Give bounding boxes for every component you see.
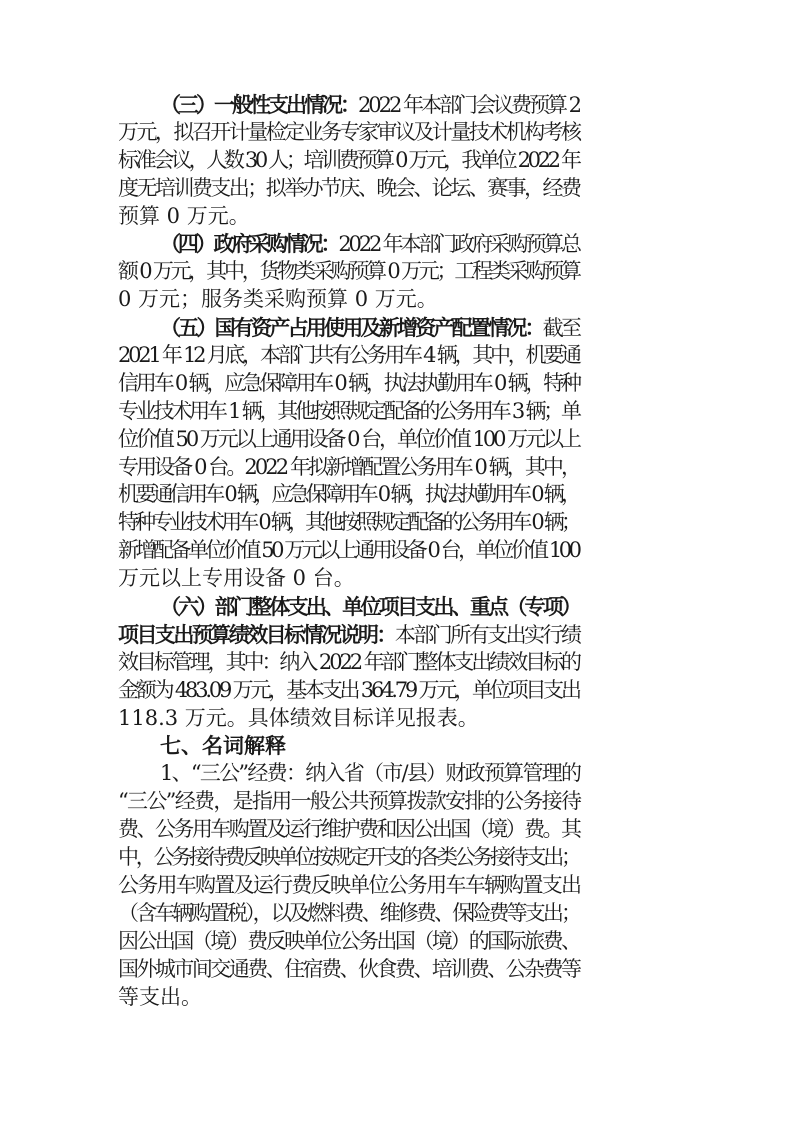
text-line <box>118 928 582 956</box>
body-text: 因公出国（境）费反映单位公务出国（境）的国际旅费、 <box>118 928 580 953</box>
body-text: 特种专业技术用车 0 辆，其他按照规定配备的公务用车 0 辆； <box>118 510 579 535</box>
text-line-content <box>118 844 579 872</box>
text-line-content <box>118 398 579 426</box>
body-text: 2022 年本部门政府采购预算总 <box>338 232 579 257</box>
text-line <box>118 119 582 147</box>
text-line-content <box>118 370 579 398</box>
body-text: 新增配备单位价值 50 万元以上通用设备 0 台，单位价值 100 <box>118 538 579 563</box>
text-line-content <box>118 872 580 900</box>
body-text: “三公”经费，是指用一般公共预算拨款安排的公务接待 <box>118 789 581 814</box>
body-text: 专业技术用车 1 辆，其他按照规定配备的公务用车 3 辆；单 <box>118 398 579 423</box>
text-line <box>118 91 582 119</box>
body-text: 118.3 万元。具体绩效目标详见报表。 <box>118 705 479 730</box>
body-text: 等支出。 <box>118 984 202 1009</box>
body-text: 2022 年本部门会议费预算 2 <box>357 93 579 117</box>
body-text: 信用车 0 辆，应急保障用车 0 辆，执法执勤用车 0 辆，特种 <box>118 370 579 395</box>
paragraph-glossary-heading <box>118 732 582 760</box>
body-text: 万元以上专用设备 0 台。 <box>118 566 355 591</box>
paragraph-general-expenditure <box>118 91 582 230</box>
body-text: 金额为 483.09 万元，基本支出 364.79 万元，单位项目支出 <box>118 677 579 702</box>
text-line <box>118 203 582 231</box>
text-line-content <box>118 677 579 705</box>
text-line <box>118 621 582 649</box>
text-line-content <box>118 621 579 650</box>
document-page <box>118 91 582 1011</box>
body-text: 截至 <box>542 316 580 341</box>
text-line-content <box>118 816 579 844</box>
text-line <box>118 872 582 900</box>
paragraph-performance-targets <box>118 593 582 732</box>
body-text: 1、“三公”经费：纳入省（市/县）财政预算管理的 <box>160 761 581 786</box>
text-line <box>118 649 582 677</box>
text-line-content <box>160 91 579 120</box>
text-line <box>118 593 582 621</box>
text-line <box>118 286 582 314</box>
body-text: 额 0 万元，其中，货物类采购预算 0 万元；工程类采购预算 <box>118 259 579 284</box>
text-line-content <box>118 203 250 231</box>
text-line-content <box>118 147 579 175</box>
text-line <box>118 426 582 454</box>
paragraph-government-procurement <box>118 230 582 314</box>
text-line <box>118 230 582 258</box>
text-line-content <box>118 119 579 147</box>
text-line-content <box>118 258 579 286</box>
body-text: 专用设备 0 台。2022 年拟新增配置公务用车 0 辆，其中， <box>118 454 580 479</box>
body-text: 标准会议，人数 30 人；培训费预算 0 万元，我单位 2022 年 <box>118 147 579 172</box>
body-text: 效目标管理，其中：纳入 2022 年部门整体支出绩效目标的 <box>118 649 579 674</box>
text-line-content <box>118 649 579 677</box>
text-line-content <box>118 454 579 482</box>
body-text: 费、公务用车购置及运行维护费和因公出国（境）费。其 <box>118 817 580 842</box>
body-text: 预算 0 万元。 <box>118 203 250 228</box>
text-line-content <box>160 593 579 622</box>
text-line <box>118 900 582 928</box>
text-line-content <box>160 760 580 788</box>
body-text: 度无培训费支出；拟举办节庆、晚会、论坛、赛事，经费 <box>118 175 580 200</box>
text-line <box>118 956 582 984</box>
text-line-content <box>118 426 579 454</box>
text-line-content <box>118 509 578 537</box>
text-line-content <box>160 230 579 259</box>
text-line-content <box>118 928 579 956</box>
text-line-content <box>118 984 202 1012</box>
text-line-content <box>160 314 579 343</box>
text-line-content <box>118 956 579 984</box>
body-text: 0 万元；服务类采购预算 0 万元。 <box>118 287 438 312</box>
section-heading: 项目支出预算绩效目标情况说明： <box>118 621 395 647</box>
body-text: 本部门所有支出实行绩 <box>394 622 580 647</box>
text-line-content <box>118 537 579 565</box>
body-text: 机要通信用车 0 辆，应急保障用车 0 辆，执法执勤用车 0 辆， <box>118 482 579 507</box>
text-line-content <box>118 565 355 593</box>
text-line <box>118 342 582 370</box>
text-line <box>118 816 582 844</box>
body-text: 中，公务接待费反映单位按规定开支的各类公务接待支出； <box>118 845 579 870</box>
text-line-content <box>160 732 286 761</box>
text-line <box>118 677 582 705</box>
text-line-content <box>118 705 479 733</box>
section-heading: （六）部门整体支出、单位项目支出、重点（专项） <box>160 594 580 620</box>
text-line-content <box>118 481 578 509</box>
text-line <box>118 454 582 482</box>
paragraph-three-public-expenses <box>118 760 582 1011</box>
section-heading: （五）国有资产占用使用及新增资产配置情况： <box>160 315 543 341</box>
body-text: （含车辆购置税），以及燃料费、维修费、保险费等支出； <box>118 900 580 925</box>
body-text: 万元，拟召开计量检定业务专家审议及计量技术机构考核 <box>118 119 580 144</box>
text-line <box>118 398 582 426</box>
text-line <box>118 509 582 537</box>
section-heading: （三）一般性支出情况： <box>160 92 358 117</box>
text-line <box>118 175 582 203</box>
text-line <box>118 537 582 565</box>
text-line <box>118 565 582 593</box>
text-line <box>118 705 582 733</box>
body-text: 2021 年 12 月底，本部门共有公务用车 4 辆，其中，机要通 <box>118 343 579 368</box>
section-heading: （四）政府采购情况： <box>160 231 339 257</box>
text-line <box>118 481 582 509</box>
text-line-content <box>118 175 579 203</box>
text-line <box>118 760 582 788</box>
text-line-content <box>118 342 579 370</box>
paragraph-state-assets <box>118 314 582 593</box>
text-line <box>118 314 582 342</box>
text-line <box>118 844 582 872</box>
body-text: 公务用车购置及运行费反映单位公务用车车辆购置支出 <box>118 872 581 897</box>
text-line <box>118 788 582 816</box>
section-heading: 七、名词解释 <box>160 733 286 759</box>
text-line-content <box>118 286 438 314</box>
text-line <box>118 984 582 1012</box>
text-line <box>118 147 582 175</box>
text-line-content <box>118 900 579 928</box>
text-line <box>118 370 582 398</box>
body-text: 位价值 50 万元以上通用设备 0 台，单位价值 100 万元以上 <box>118 426 579 451</box>
body-text: 国外城市间交通费、住宿费、伙食费、培训费、公杂费等 <box>118 956 580 981</box>
text-line <box>118 732 582 760</box>
text-line-content <box>118 788 580 816</box>
text-line <box>118 258 582 286</box>
